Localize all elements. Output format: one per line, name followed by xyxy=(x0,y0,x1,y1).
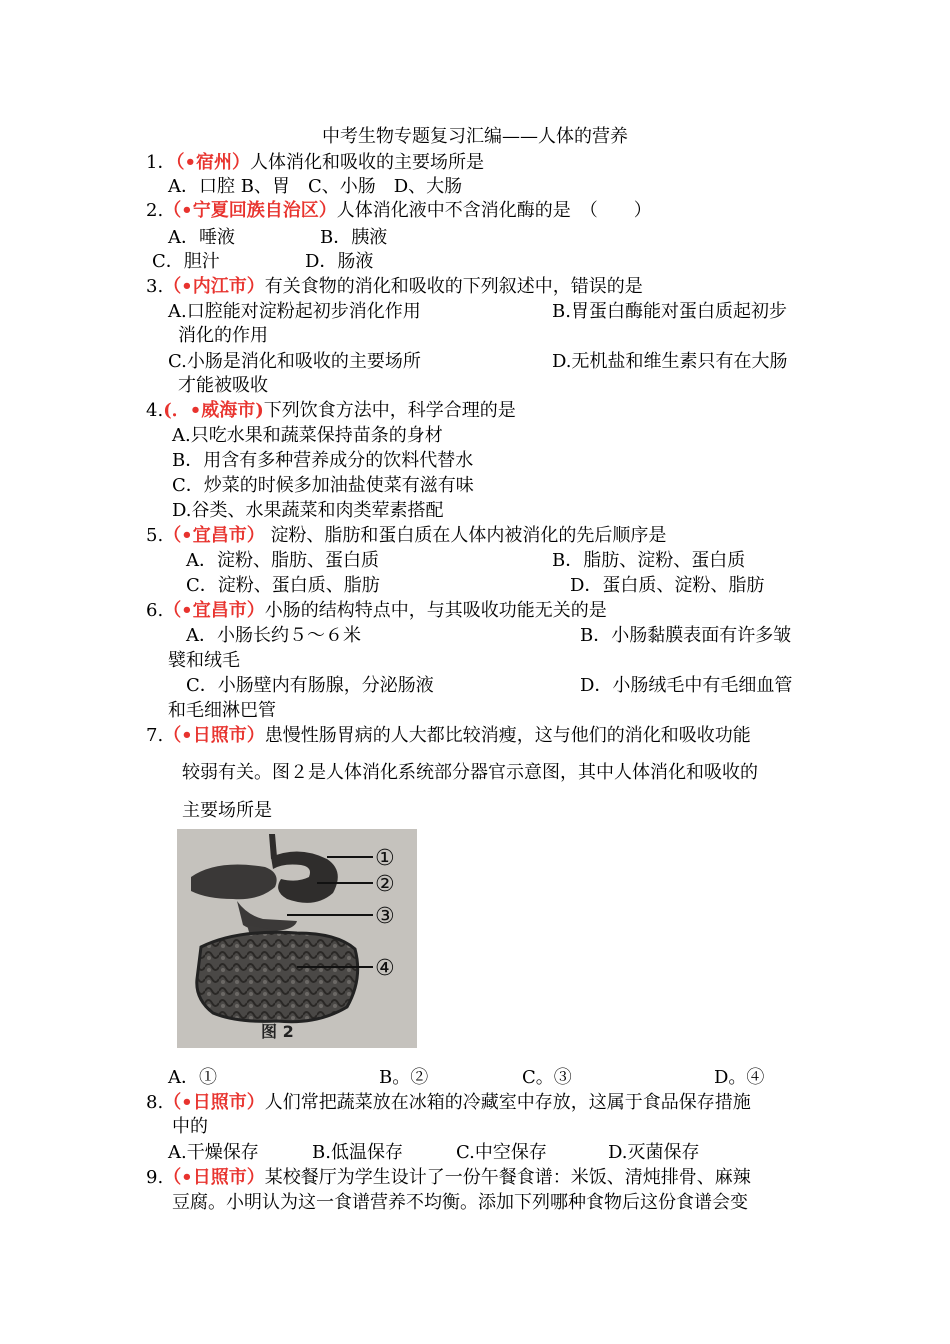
option-c: C．胆汁 xyxy=(152,251,220,272)
question-7 xyxy=(146,724,751,748)
question-number: 5. xyxy=(146,525,164,546)
question-2 xyxy=(146,199,652,223)
option-d: D．肠液 xyxy=(305,251,374,272)
question-source: （•宜昌市） xyxy=(163,600,265,621)
option-d: D.谷类、水果蔬菜和肉类荤素搭配 xyxy=(172,500,444,521)
figure-label-1: ① xyxy=(375,846,395,871)
question-5 xyxy=(146,524,666,548)
question-stem: 小肠的结构特点中，与其吸收功能无关的是 xyxy=(264,600,607,621)
question-stem: 患慢性肠胃病的人大都比较消瘦，这与他们的消化和吸收功能 xyxy=(264,725,751,746)
option-a: A．唾液 xyxy=(168,227,235,248)
question-stem: 某校餐厅为学生设计了一份午餐食谱：米饭、清炖排骨、麻辣 xyxy=(264,1167,751,1188)
question-number: 9. xyxy=(146,1167,164,1188)
question-source: （•宁夏回族自治区） xyxy=(163,200,337,221)
option-b: B．脂肪、淀粉、蛋白质 xyxy=(552,550,746,571)
question-stem: 淀粉、脂肪和蛋白质在人体内被消化的先后顺序是 xyxy=(270,525,667,546)
option-d: D．小肠绒毛中有毛细血管 xyxy=(580,675,793,696)
option-a: A.只吃水果和蔬菜保持苗条的身材 xyxy=(172,425,443,446)
option-c: C．炒菜的时候多加油盐使菜有滋有味 xyxy=(172,475,474,496)
option-a: A．① xyxy=(168,1067,217,1088)
question-number: 4. xyxy=(146,400,164,421)
digestive-system-figure xyxy=(177,829,417,1048)
option-b: B．小肠黏膜表面有许多皱 xyxy=(580,625,792,646)
question-source: （•宜昌市） xyxy=(163,525,265,546)
question-number: 1． xyxy=(146,152,176,173)
question-3 xyxy=(146,275,643,299)
question-8 xyxy=(146,1091,751,1115)
option-a: A.口腔能对淀粉起初步消化作用 xyxy=(168,301,421,322)
option-d-continued: 和毛细淋巴管 xyxy=(168,700,276,721)
question-stem: 有关食物的消化和吸收的下列叙述中，错误的是 xyxy=(264,276,643,297)
question-number: 6. xyxy=(146,600,164,621)
question-number: 3. xyxy=(146,276,164,297)
option-b: B．用含有多种营养成分的饮料代替水 xyxy=(172,450,474,471)
question-stem-continued: 主要场所是 xyxy=(182,800,272,821)
option-c: C.小肠是消化和吸收的主要场所 xyxy=(168,351,421,372)
question-stem-continued: 中的 xyxy=(172,1116,208,1137)
question-source: （•内江市） xyxy=(163,276,265,297)
question-stem: 下列饮食方法中，科学合理的是 xyxy=(263,400,516,421)
option-c: C.中空保存 xyxy=(456,1142,547,1163)
option-a: A．小肠长约５～６米 xyxy=(186,625,361,646)
option-b-continued: 襞和绒毛 xyxy=(168,650,240,671)
question-stem-continued: 较弱有关。图２是人体消化系统部分器官示意图，其中人体消化和吸收的 xyxy=(182,762,758,783)
figure-caption: 图 2 xyxy=(261,1022,294,1041)
option-b: B。② xyxy=(379,1067,429,1088)
option-b: B.低温保存 xyxy=(312,1142,403,1163)
question-source: （•日照市） xyxy=(163,1167,265,1188)
question-stem-continued: 豆腐。小明认为这一食谱营养不均衡。添加下列哪种食物后这份食谱会变 xyxy=(172,1192,748,1213)
document-title: 中考生物专题复习汇编——人体的营养 xyxy=(322,126,628,147)
option-d: D。④ xyxy=(714,1067,765,1088)
question-source: （•日照市） xyxy=(163,725,265,746)
question-number: 7. xyxy=(146,725,164,746)
question-1-options: A．口腔 B、胃 C、小肠 D、大肠 xyxy=(168,176,463,197)
question-source: (．•威海市) xyxy=(163,400,264,421)
question-stem: 人体消化液中不含消化酶的是 （ ） xyxy=(336,200,652,221)
question-number: 8. xyxy=(146,1092,164,1113)
option-d: D.无机盐和维生素只有在大肠 xyxy=(552,351,788,372)
question-1 xyxy=(146,151,484,175)
option-d: D．蛋白质、淀粉、脂肪 xyxy=(570,575,765,596)
option-a: A．淀粉、脂肪、蛋白质 xyxy=(186,550,379,571)
option-a: A.干燥保存 xyxy=(168,1142,259,1163)
figure-label-2: ② xyxy=(375,872,395,897)
option-b-continued: 消化的作用 xyxy=(178,325,268,346)
option-b: B．胰液 xyxy=(320,227,388,248)
question-4 xyxy=(146,399,516,423)
option-c: C．淀粉、蛋白质、脂肪 xyxy=(186,575,380,596)
question-number: 2. xyxy=(146,200,164,221)
option-d-continued: 才能被吸收 xyxy=(178,375,268,396)
digestive-system-diagram xyxy=(177,829,417,1048)
figure-label-4: ④ xyxy=(375,956,395,981)
option-c: C。③ xyxy=(522,1067,572,1088)
option-d: D.灭菌保存 xyxy=(608,1142,700,1163)
option-b: B.胃蛋白酶能对蛋白质起初步 xyxy=(552,301,787,322)
figure-label-3: ③ xyxy=(375,904,395,929)
question-6 xyxy=(146,599,607,623)
option-c: C．小肠壁内有肠腺，分泌肠液 xyxy=(186,675,434,696)
question-stem: 人们常把蔬菜放在冰箱的冷藏室中存放，这属于食品保存措施 xyxy=(264,1092,751,1113)
question-stem: 人体消化和吸收的主要场所是 xyxy=(249,152,484,173)
question-source: （•宿州） xyxy=(175,152,250,173)
question-source: （•日照市） xyxy=(163,1092,265,1113)
question-9 xyxy=(146,1166,751,1190)
